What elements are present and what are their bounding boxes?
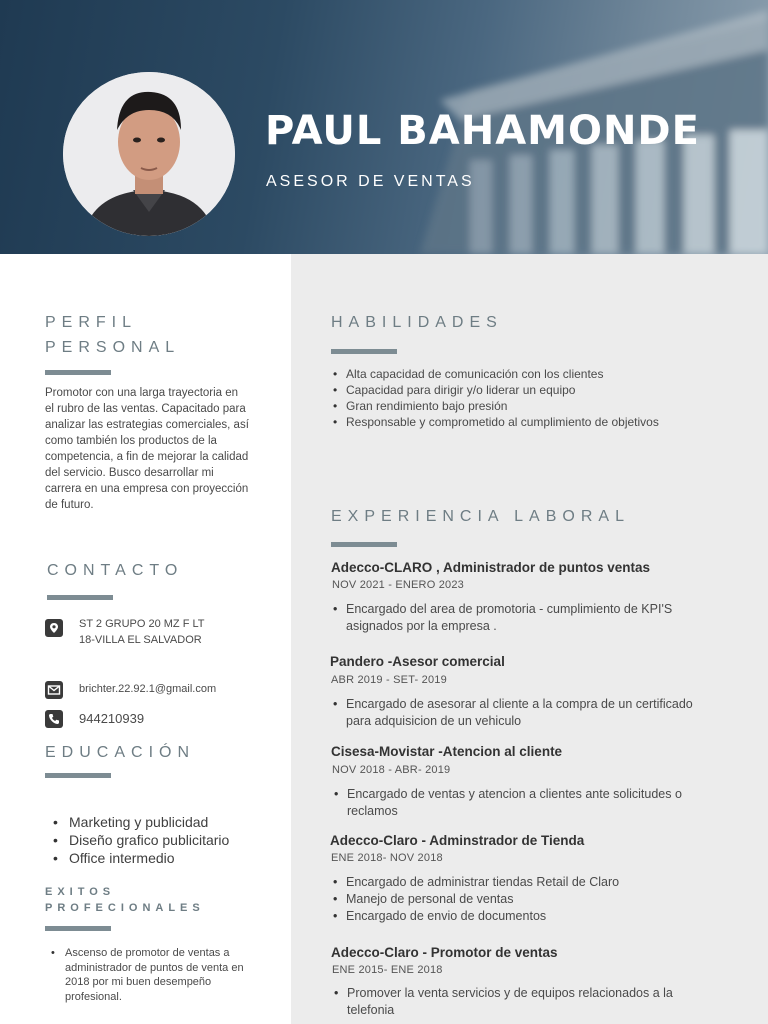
job-title: Pandero -Asesor comercial	[330, 654, 505, 669]
address-text	[79, 616, 205, 648]
job-duties	[331, 874, 721, 925]
left-column	[0, 254, 291, 1024]
profile-photo	[63, 72, 235, 236]
job-duties	[331, 696, 721, 730]
educacion-divider	[45, 773, 111, 778]
exitos-title-line2: PROFECIONALES	[45, 902, 205, 914]
list-item: • Manejo de personal de ventas	[331, 891, 721, 908]
list-item: • Diseño grafico publicitario	[45, 831, 275, 849]
experiencia-title: EXPERIENCIA LABORAL	[331, 508, 630, 525]
job-date: ABR 2019 - SET- 2019	[331, 674, 447, 686]
job-duties	[332, 786, 692, 820]
job-date: ENE 2018- NOV 2018	[331, 852, 443, 864]
perfil-text: Promotor con una larga trayectoria en el rubro de las ventas. Capacitado para analizar las estrategias comerciales, así como también los productos de la competencia, a fin de mejorar la calidad del servicio. Busco desarrollar mi carrera en una empresa con proyección de futuro.	[45, 387, 249, 511]
job-title: Adecco-Claro - Adminstrador de Tienda	[330, 833, 585, 848]
list-item: • Encargado de administrar tiendas Retail de Claro	[331, 874, 721, 891]
person-portrait-icon	[63, 72, 235, 236]
list-item: • Office intermedio	[45, 849, 275, 867]
job-duties	[332, 985, 722, 1019]
habilidades-divider	[331, 349, 397, 354]
job-date: ENE 2015- ENE 2018	[332, 964, 443, 976]
perfil-title	[45, 310, 180, 360]
exitos-list	[45, 946, 270, 1004]
perfil-title-line1: PERFIL	[45, 314, 138, 331]
perfil-divider	[45, 370, 111, 375]
job-title: Cisesa-Movistar -Atencion al cliente	[331, 744, 563, 759]
candidate-role: ASESOR DE VENTAS	[266, 173, 475, 190]
job-title: Adecco-Claro - Promotor de ventas	[331, 945, 558, 960]
list-item: • Ascenso de promotor de ventas a administrador de puntos de venta en 2018 por mi buen desempeño profesional.	[45, 946, 270, 1004]
educacion-title: EDUCACIÓN	[45, 744, 196, 761]
phone-text[interactable]: 944210939	[79, 711, 145, 726]
list-item: • Marketing y publicidad	[45, 813, 275, 831]
right-column	[291, 254, 768, 1024]
email-text[interactable]: brichter.22.92.1@gmail.com	[79, 683, 217, 695]
address-line1: ST 2 GRUPO 20 MZ F LT	[79, 618, 205, 630]
perfil-title-line2: PERSONAL	[45, 339, 181, 356]
list-item: • Alta capacidad de comunicación con los clientes	[331, 366, 751, 382]
exitos-title-line1: EXITOS	[45, 886, 116, 898]
job-date: NOV 2021 - ENERO 2023	[332, 579, 464, 591]
habilidades-title: HABILIDADES	[331, 314, 503, 331]
list-item: • Gran rendimiento bajo presión	[331, 398, 751, 414]
list-item: • Promover la venta servicios y de equipos relacionados a la telefonia	[332, 985, 722, 1019]
experiencia-divider	[331, 542, 397, 547]
list-item: • Capacidad para dirigir y/o liderar un equipo	[331, 382, 751, 398]
email-icon	[45, 681, 63, 699]
list-item: • Encargado de asesorar al cliente a la compra de un certificado para adquisicion de un vehiculo	[331, 696, 721, 730]
list-item: • Encargado de envio de documentos	[331, 908, 721, 925]
job-duties	[331, 601, 721, 635]
address-line2: 18-VILLA EL SALVADOR	[79, 634, 202, 646]
job-date: NOV 2018 - ABR- 2019	[332, 764, 451, 776]
list-item: • Encargado de ventas y atencion a clientes ante solicitudes o reclamos	[332, 786, 692, 820]
list-item: • Encargado del area de promotoria - cumplimiento de KPI'S asignados por la empresa .	[331, 601, 721, 635]
candidate-name: PAUL BAHAMONDE	[265, 108, 700, 154]
exitos-title	[45, 884, 205, 916]
contacto-title: CONTACTO	[47, 562, 184, 579]
location-pin-icon	[45, 619, 63, 637]
habilidades-list	[331, 366, 751, 430]
list-item: • Responsable y comprometido al cumplimiento de objetivos	[331, 414, 751, 430]
educacion-list	[45, 813, 275, 867]
exitos-divider	[45, 926, 111, 931]
header-banner	[0, 0, 768, 254]
phone-icon	[45, 710, 63, 728]
job-title: Adecco-CLARO , Administrador de puntos ventas	[331, 560, 651, 575]
contacto-divider	[47, 595, 113, 600]
